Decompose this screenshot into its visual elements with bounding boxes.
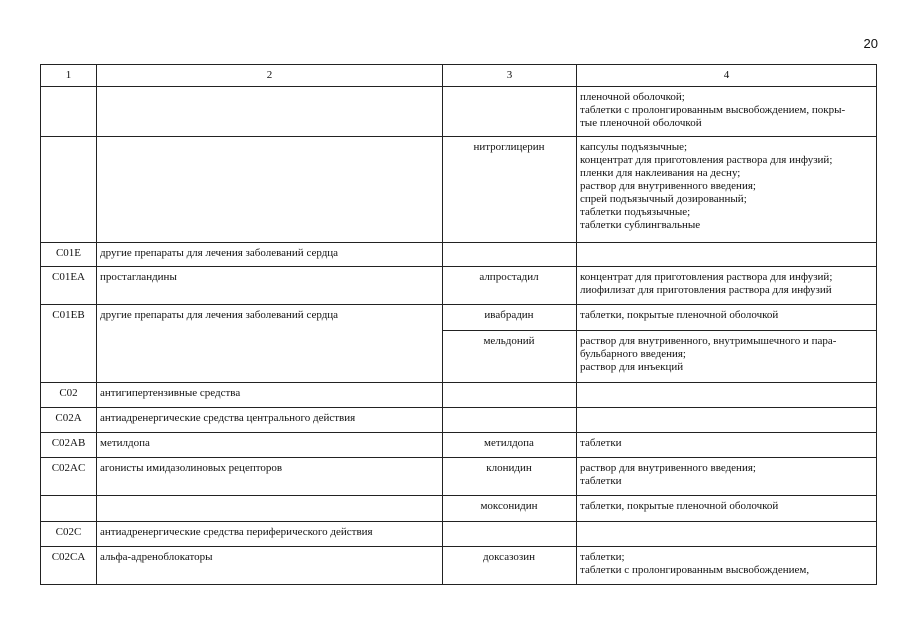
atc-code-cell: C01E <box>41 243 97 267</box>
dosage-form-line: спрей подъязычный дозированный; <box>580 193 747 205</box>
dosage-forms-cell <box>577 383 877 408</box>
dosage-form-line: капсулы подъязычные; <box>580 141 688 153</box>
dosage-forms-cell <box>577 243 877 267</box>
atc-group-cell: антигипертензивные средства <box>97 383 443 408</box>
table-row <box>41 496 877 522</box>
dosage-forms-cell <box>577 267 877 305</box>
dosage-form-line: лиофилизат для приготовления раствора для инфузий <box>580 284 832 296</box>
drug-name-cell <box>443 408 577 433</box>
drug-name-cell: моксонидин <box>443 496 577 522</box>
table-row <box>41 305 877 331</box>
atc-code-cell: C02AB <box>41 433 97 458</box>
atc-group-cell <box>97 137 443 243</box>
table-row <box>41 87 877 137</box>
drug-name-cell <box>443 383 577 408</box>
atc-code-cell <box>41 87 97 137</box>
atc-code-cell: C02A <box>41 408 97 433</box>
drug-name-cell: метилдопа <box>443 433 577 458</box>
table-row <box>41 243 877 267</box>
dosage-form-line: раствор для внутривенного введения; <box>580 462 756 474</box>
dosage-forms-cell <box>577 305 877 331</box>
dosage-forms-cell <box>577 433 877 458</box>
dosage-forms-cell <box>577 458 877 496</box>
dosage-forms-cell <box>577 522 877 547</box>
drug-name-cell: доксазозин <box>443 547 577 585</box>
dosage-form-line: пленочной оболочкой; <box>580 91 685 103</box>
dosage-forms-cell <box>577 331 877 383</box>
drug-name-cell: ивабрадин <box>443 305 577 331</box>
table-row <box>41 383 877 408</box>
table-row <box>41 547 877 585</box>
atc-code-cell: C02CA <box>41 547 97 585</box>
dosage-form-line: раствор для внутривенного введения; <box>580 180 756 192</box>
dosage-form-line: таблетки подъязычные; <box>580 206 691 218</box>
atc-group-cell <box>97 87 443 137</box>
drug-name-cell: алпростадил <box>443 267 577 305</box>
atc-group-cell: простагландины <box>97 267 443 305</box>
atc-group-cell: другие препараты для лечения заболеваний сердца <box>97 305 443 383</box>
page-number: 20 <box>863 36 878 51</box>
atc-code-cell <box>41 137 97 243</box>
column-header-4: 4 <box>577 65 877 87</box>
atc-code-cell: C02 <box>41 383 97 408</box>
dosage-form-line: таблетки <box>580 437 622 449</box>
dosage-form-line: раствор для внутривенного, внутримышечного и пара- <box>580 335 837 347</box>
dosage-form-line: таблетки сублингвальные <box>580 219 701 231</box>
table-row <box>41 522 877 547</box>
column-header-1: 1 <box>41 65 97 87</box>
atc-code-cell: C01EB <box>41 305 97 383</box>
dosage-form-line: таблетки; <box>580 551 625 563</box>
dosage-forms-cell <box>577 408 877 433</box>
drug-name-cell: нитроглицерин <box>443 137 577 243</box>
table-row <box>41 433 877 458</box>
atc-group-cell: альфа-адреноблокаторы <box>97 547 443 585</box>
atc-group-cell: антиадренергические средства периферического действия <box>97 522 443 547</box>
dosage-forms-cell <box>577 137 877 243</box>
dosage-form-line: таблетки, покрытые пленочной оболочкой <box>580 500 779 512</box>
dosage-form-line: пленки для наклеивания на десну; <box>580 167 741 179</box>
drug-name-cell: клонидин <box>443 458 577 496</box>
atc-code-cell: C02AC <box>41 458 97 496</box>
table-row <box>41 137 877 243</box>
atc-code-cell: C02C <box>41 522 97 547</box>
dosage-form-line: таблетки <box>580 475 622 487</box>
atc-code-cell <box>41 496 97 522</box>
table-row <box>41 408 877 433</box>
drug-name-cell <box>443 243 577 267</box>
dosage-form-line: таблетки, покрытые пленочной оболочкой <box>580 309 779 321</box>
atc-code-cell: C01EA <box>41 267 97 305</box>
dosage-forms-cell <box>577 87 877 137</box>
atc-group-cell: другие препараты для лечения заболеваний сердца <box>97 243 443 267</box>
atc-group-cell: метилдопа <box>97 433 443 458</box>
dosage-form-line: таблетки с пролонгированным высвобождением, покры- <box>580 104 846 116</box>
drug-table <box>40 64 877 585</box>
dosage-form-line: раствор для инъекций <box>580 361 684 373</box>
column-header-2: 2 <box>97 65 443 87</box>
dosage-form-line: тые пленочной оболочкой <box>580 117 702 129</box>
dosage-form-line: концентрат для приготовления раствора для инфузий; <box>580 154 833 166</box>
table-row <box>41 267 877 305</box>
atc-group-cell <box>97 496 443 522</box>
dosage-form-line: таблетки с пролонгированным высвобождением, <box>580 564 810 576</box>
table-header-row <box>41 65 877 87</box>
dosage-forms-cell <box>577 496 877 522</box>
drug-name-cell <box>443 522 577 547</box>
dosage-forms-cell <box>577 547 877 585</box>
dosage-form-line: концентрат для приготовления раствора для инфузий; <box>580 271 833 283</box>
atc-group-cell: антиадренергические средства центрального действия <box>97 408 443 433</box>
dosage-form-line: бульбарного введения; <box>580 348 686 360</box>
column-header-3: 3 <box>443 65 577 87</box>
atc-group-cell: агонисты имидазолиновых рецепторов <box>97 458 443 496</box>
drug-name-cell <box>443 87 577 137</box>
table-row <box>41 458 877 496</box>
drug-name-cell: мельдоний <box>443 331 577 383</box>
